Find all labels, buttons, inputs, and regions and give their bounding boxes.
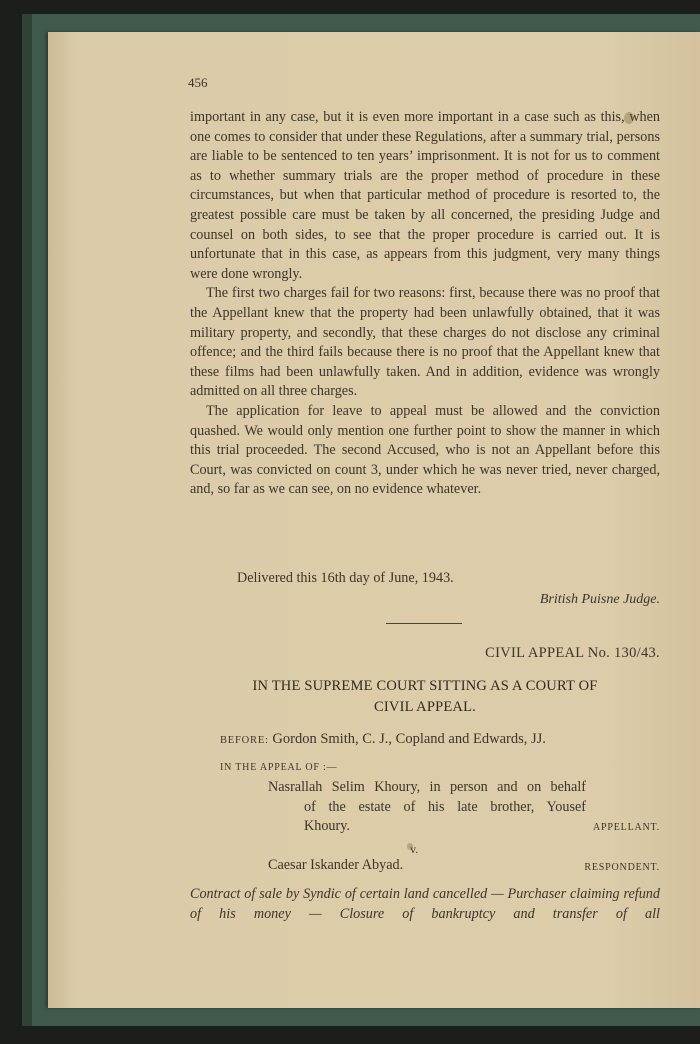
appellant-name [268, 778, 586, 837]
appellant-line-2: of the estate of his late brother, Yousef [304, 798, 586, 815]
paragraph-continuation: important in any case, but it is even more important in a case such as this, when one comes to consider that under these Regulations, after a summary trial, persons are liable to be sentenced to ten years’ imprisonment. It is not for us to comment as to whether summary trials are the proper method of procedure in these circumstances, but when that particular method of procedure is resorted to, the greatest possible care must be taken by all concerned, the presiding Judge and counsel on both sides, to see that the proper procedure is carried out. It is unfortunate that in this case, as appears from this judgment, very many things were done wrongly. [190, 109, 660, 282]
bench-judges: Gordon Smith, C. J., Copland and Edwards, JJ. [272, 731, 546, 747]
headnote: Contract of sale by Syndic of certain land cancelled — Purchaser claiming refund of his money — Closure of bankruptcy and transfer of all [190, 886, 660, 922]
appeal-of-label: IN THE APPEAL OF :— [220, 762, 338, 773]
appellant-line-1: Nasrallah Selim Khoury, in person and on behalf [268, 779, 586, 795]
case-number: CIVIL APPEAL No. 130/43. [485, 645, 660, 661]
court-title [190, 676, 660, 718]
appellant-label: APPELLANT. [593, 822, 660, 833]
page-number: 456 [188, 75, 208, 90]
court-title-line-2: CIVIL APPEAL. [374, 699, 476, 715]
court-title-line-1: IN THE SUPREME COURT SITTING AS A COURT OF [252, 678, 598, 694]
respondent-label: RESPONDENT. [584, 862, 660, 873]
paper-stain [407, 843, 413, 850]
paper-stain [624, 112, 634, 124]
judge-signature: British Puisne Judge. [539, 592, 660, 607]
appellant-line-3: Khoury. [304, 818, 350, 835]
delivered-date: Delivered this 16th day of June, 1943. [237, 570, 454, 586]
bench [220, 731, 546, 748]
judgment-body [190, 108, 660, 500]
section-divider [386, 623, 462, 624]
before-label: BEFORE: [220, 735, 269, 746]
paragraph-charges: The first two charges fail for two reasons: first, because there was no proof that the Appellant knew that the property had been unlawfully obtained, that it was military property, and secondly, that these charges do not disclose any criminal offence; and the third fails because there is no proof that the Appellant knew that these films had been unlawfully taken. And in addition, evidence was wrongly admitted on all three charges. [190, 285, 660, 400]
paragraph-conclusion: The application for leave to appeal must be allowed and the conviction quashed. We would only mention one further point to show the manner in which this trial proceeded. The second Accused, who is not an Appellant before this Court, was convicted on count 3, under which he was never tried, never charged, and, so far as we can see, on no evidence whatever. [190, 402, 660, 498]
book-spine [22, 14, 32, 1026]
versus: v. [410, 842, 419, 856]
respondent-name: Caesar Iskander Abyad. [268, 857, 404, 873]
